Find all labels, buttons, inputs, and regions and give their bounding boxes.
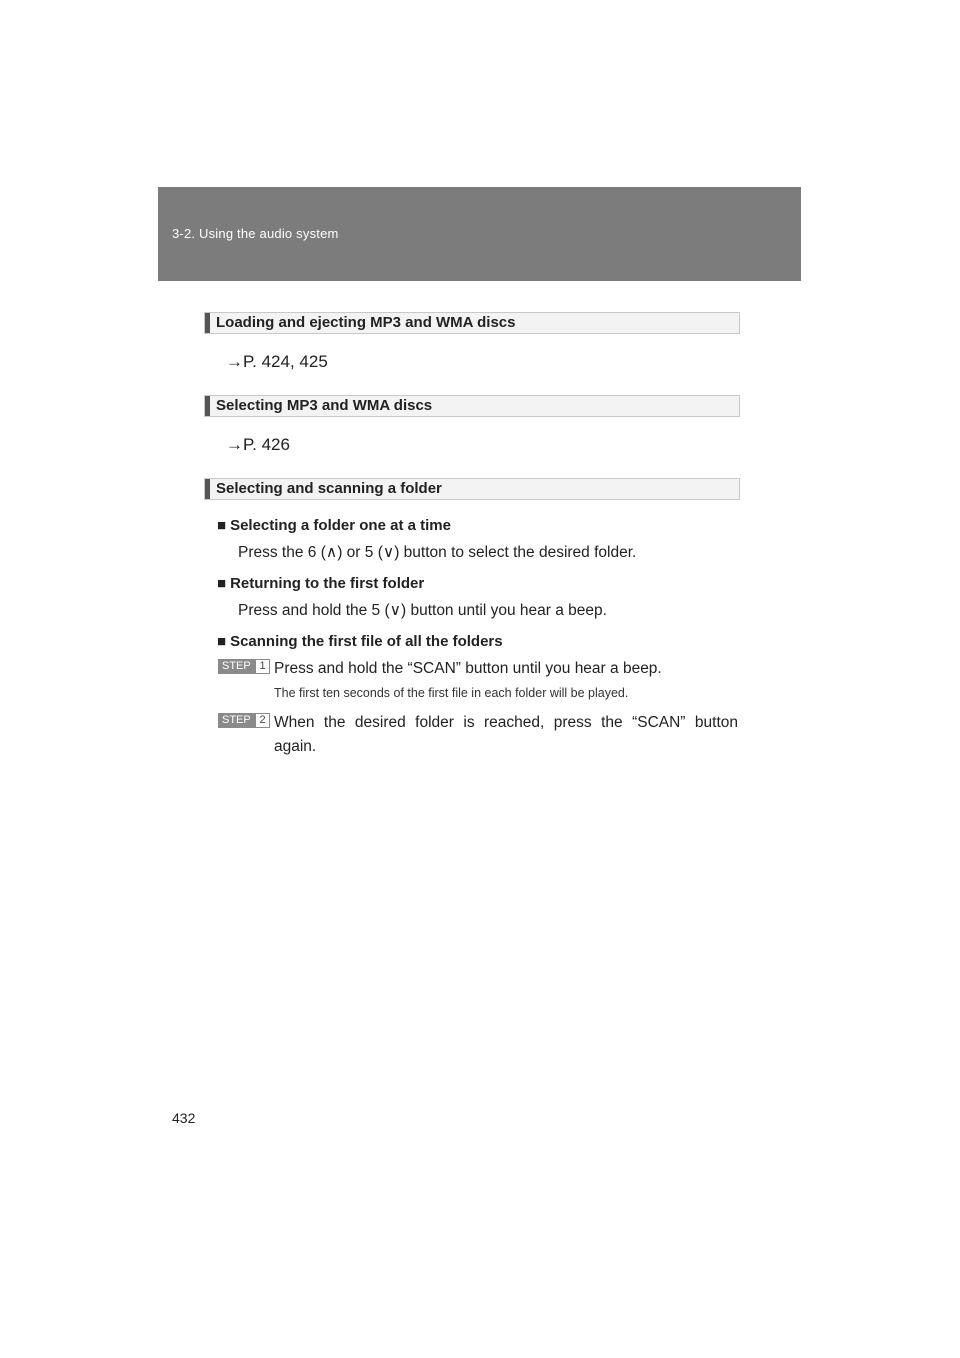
subheading-first-folder: ■ Returning to the first folder [217,575,425,592]
step-note: The first ten seconds of the first file in each folder will be played. [274,686,629,700]
subheading-select-folder: ■ Selecting a folder one at a time [217,517,451,534]
section-title-selecting: Selecting MP3 and WMA discs [216,397,433,414]
step-number: 2 [256,714,269,727]
step-badge: STEP 1 [218,659,270,674]
instruction-text: Press the 6 (∧) or 5 (∨) button to select the desired folder. [238,544,637,561]
section-accent [205,479,210,499]
section-bar-selecting [204,395,740,417]
instruction-text: Press and hold the 5 (∨) button until you hear a beep. [238,602,607,619]
step-number: 1 [256,660,269,673]
bullet-square-icon: ■ [217,517,227,534]
step-badge: STEP 2 [218,713,270,728]
section-title-loading: Loading and ejecting MP3 and WMA discs [216,314,516,331]
page-number: 432 [172,1110,196,1126]
section-bar-loading [204,312,740,334]
subheading-scan-folders: ■ Scanning the first file of all the folders [217,633,503,650]
section-bar-folder [204,478,740,500]
section-title-folder: Selecting and scanning a folder [216,480,442,497]
page-reference-link[interactable]: →P. 424, 425 [226,352,328,371]
step-1 [218,657,738,683]
step-text: When the desired folder is reached, press the “SCAN” button again. [274,714,738,755]
chapter-title: 3-2. Using the audio system [172,226,339,241]
step-text: Press and hold the “SCAN” button until you hear a beep. [274,660,662,677]
section-accent [205,396,210,416]
step-2 [218,711,738,761]
section-accent [205,313,210,333]
bullet-square-icon: ■ [217,575,227,592]
bullet-square-icon: ■ [217,633,227,650]
page-reference-link[interactable]: →P. 426 [226,435,290,454]
